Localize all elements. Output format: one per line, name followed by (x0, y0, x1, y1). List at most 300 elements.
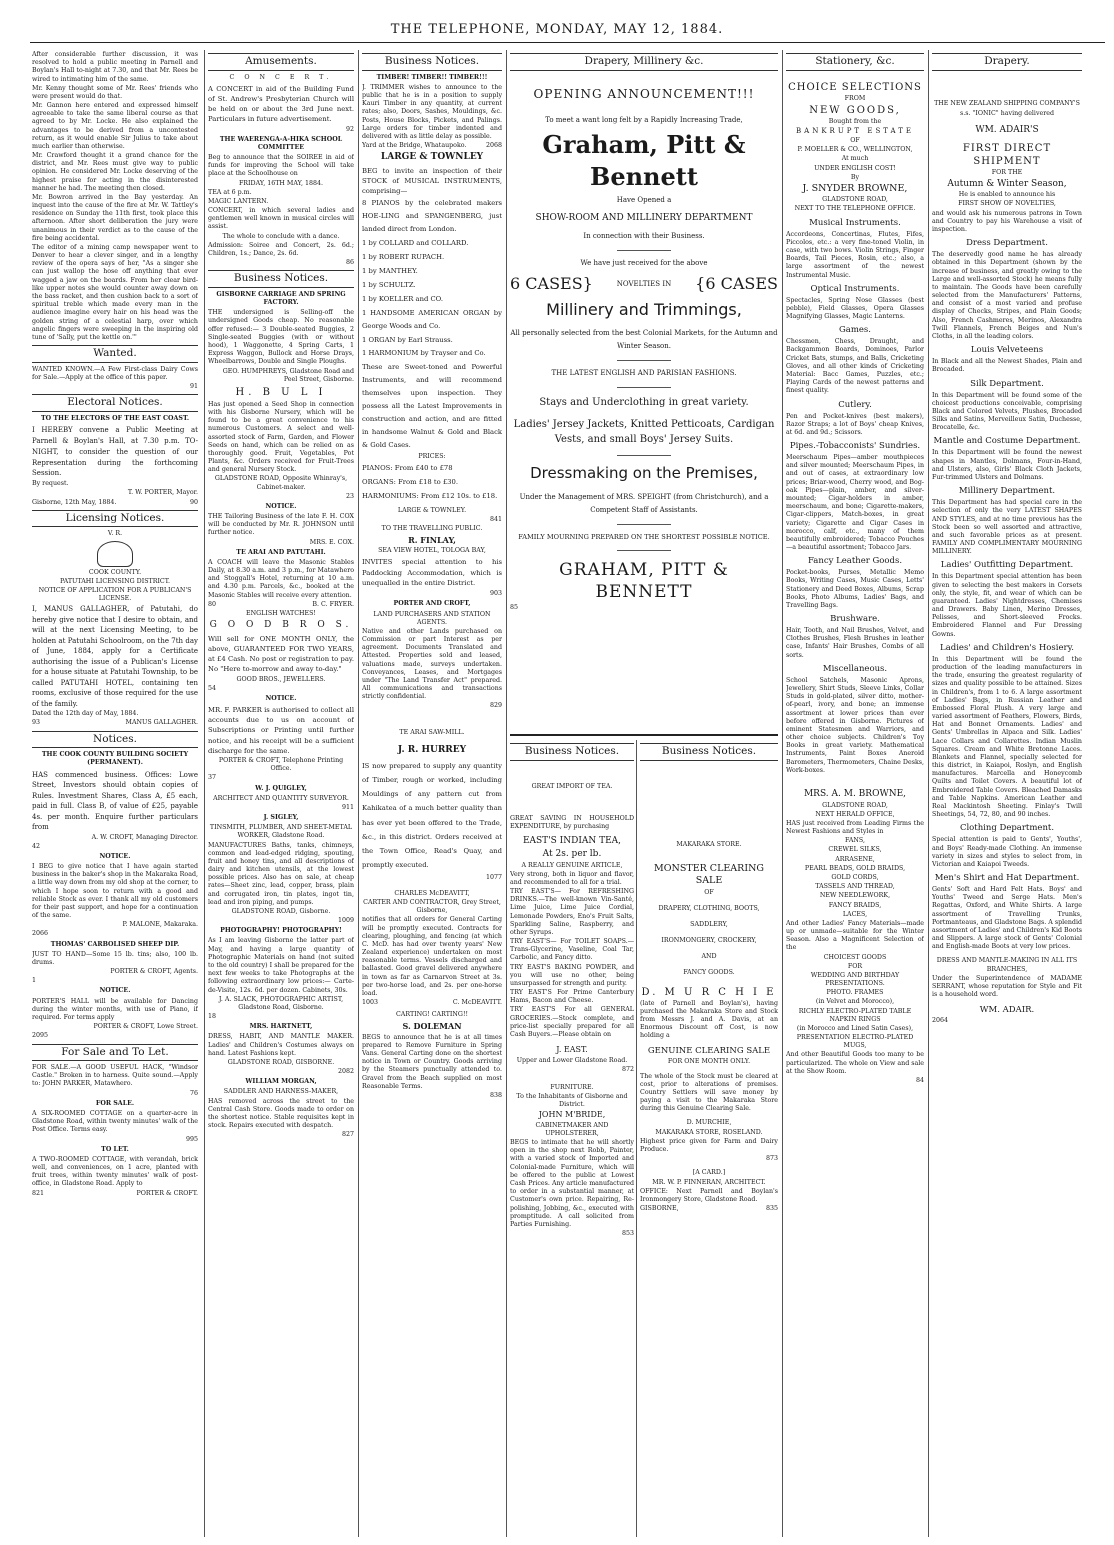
ad-text: By request. (32, 480, 69, 488)
list-item: GOLD CORDS, (831, 874, 879, 881)
ad-title: THE WAERENGA-A-HIKA SCHOOL COMMITTEE (219, 135, 343, 151)
ad-number: 872 (621, 1065, 634, 1073)
ad-title: GISBORNE CARRIAGE AND SPRING FACTORY. (216, 290, 346, 307)
ad-title: PHOTOGRAPHY! PHOTOGRAPHY! (220, 927, 342, 935)
section-heading-electoral: Electoral Notices. (32, 394, 198, 412)
ad-signature: MRS. E. COX. (309, 538, 354, 546)
ad-text: Beg to announce that the SOIREE in aid of funds for improving the School will take place at the Schoolhouse on (208, 154, 354, 178)
ad-title: SHOW-ROOM AND MILLINERY DEPARTMENT (535, 212, 753, 223)
ad-number: 829 (489, 702, 502, 710)
department-text: The deservedly good name he has already obtained in this Department (shown by the increase of business, and greatly owing to the Large and well-assorted Stock) he means fully to maintain. The Goods have been carefully selected from the Manufacturers' Patterns, and consist of a most varied and profuse display of Checks, Stripes, and Plain Goods; Also, French Cashmeres, Merinos, Alexandra Twill Flannels, French Beiges and Nun's Cloths, in all the leading colors. (932, 251, 1082, 340)
ad-title: NOTICE. (99, 987, 131, 995)
ad-text: PORTER'S HALL will be available for Dancing during the winter months, with use of Piano, if required. For terms apply (32, 997, 198, 1021)
list-item: 1 ORGAN by Earl Strauss. (362, 335, 453, 344)
ad-text: CONCERT, in which several ladies and gentlemen well known in musical circles will assist. (208, 207, 354, 231)
ad-number: 2064 (932, 1017, 949, 1025)
divider (617, 524, 671, 525)
ad-number: 90 (189, 498, 198, 506)
ad-title: GREAT IMPORT OF TEA. (531, 782, 613, 790)
divider (617, 250, 671, 251)
list-item: Mr. Crawford thought it a grand chance for the district, and Mr. Rees must give way to public opinion. He considered Mr. Locke deserving of the highest praise for acting in the disinterested manner he had. The meeting then closed. (32, 152, 198, 192)
ad-text: Stays and Underclothing in great variety. (539, 396, 749, 408)
ad-title: THE COOK COUNTY BUILDING SOCIETY (PERMANENT). (41, 751, 189, 767)
ad-text: THE LATEST ENGLISH AND PARISIAN FASHIONS. (551, 369, 737, 378)
list-item: 8 PIANOS by the celebrated makers HOE-LING and SPANGENBERG, just landed direct from London. (362, 199, 502, 234)
ad-text: A CONCERT in aid of the Building Fund of St. Andrew's Presbyterian Church will be held on or about the 3rd June next. Particulars in future advertisement. (208, 84, 354, 124)
department-heading: Games. (838, 325, 871, 336)
ad-text: He is enabled to announce his (958, 191, 1056, 199)
ad-text: Native and other Lands purchased on Commission or part Interest as per agreement. Documents Translated and Attested. Properties sold and leased, valuations made, surveys undertaken. Conveyances, Leases, and Mortgages under "The Land Transfer Act" prepared. All communications and transactions strictly confidential. (362, 627, 502, 701)
list-item: 1 by COLLARD and COLLARD. (362, 239, 469, 248)
ad-number: 873 (765, 1155, 778, 1163)
ad-title: OPENING ANNOUNCEMENT!!! (533, 86, 755, 101)
ad-title: TO THE TRAVELLING PUBLIC. (381, 524, 483, 532)
ad-number: 835 (765, 1205, 778, 1213)
royal-crest-icon (97, 541, 133, 567)
ad-signature: D. MURCHIE, (686, 1119, 732, 1127)
ad-subtitle: SADDLER AND HARNESS-MAKER, (223, 1088, 339, 1096)
section-heading-stationery: Stationery, &c. (786, 53, 924, 71)
ad-text: Upper and Lower Gladstone Road. (516, 1056, 628, 1064)
ad-title: Autumn & Winter Season, (947, 178, 1067, 189)
ad-title: MAKARAKA STORE. (676, 840, 742, 848)
ad-signature: GLADSTONE ROAD, Opposite Whinray's, Cabinet-maker. (214, 475, 348, 491)
ad-title: JOHN M'BRIDE, (538, 1110, 606, 1120)
department-heading: Louis Velveteens (970, 345, 1044, 356)
section-heading-wanted: Wanted. (32, 345, 198, 363)
ad-text: GREAT SAVING IN HOUSEHOLD EXPENDITURE, by purchasing (510, 814, 634, 830)
ad-text: OF (704, 888, 714, 896)
ad-text: OFFICE: Next Parnell and Boylan's Ironmongery Store, Gladstone Road. (640, 1187, 778, 1203)
ad-text: Under the Management of MRS. SPEIGHT (from Christchurch), and a Competent Staff of Assistants. (519, 493, 769, 514)
ad-text: FOR THE (991, 169, 1023, 177)
section-heading-business: Business Notices. (640, 743, 778, 761)
ad-signature: LARGE & TOWNLEY. (397, 506, 467, 514)
list-item: 1 by MANTHEY. (362, 266, 418, 275)
ad-text: THE undersigned is Selling-off the undersigned Goods cheap. No reasonable offer refused:— 3 Double-seated Buggies, 2 Single-seated Buggies (with or without hood), 1 Waggonette, 4 Spring Carts, 1 Express Waggon, Bullock and Horse Drays, Wheelbarrows, Double and Single Ploughs. (208, 309, 354, 366)
ad-text: MANUFACTURES Baths, tanks, chimneys, common and lead-edged ridging, spouting, fruit and honey tins, and all descriptions of dairy and kitchen utensils, at the lowest possible prices. Also has on sale, at cheap rates—Sheet zinc, lead, copper, brass, plain and corrugated iron, tin plates, ingot tin, lead and iron piping, and pumps. (208, 841, 354, 906)
ad-date: Gisborne, 12th May, 1884. (32, 498, 117, 506)
ad-number: 91 (189, 383, 198, 390)
ad-signature: J. A. SLACK, PHOTOGRAPHIC ARTIST, Gladstone Road, Gisborne. (218, 995, 344, 1011)
divider (617, 550, 671, 551)
firm-name: Graham, Pitt & Bennett (542, 130, 746, 191)
column-4-right (640, 740, 778, 1537)
ad-text: HAS commenced business. Offices: Lowe Street, Investors should obtain copies of Rules. Investment Shares, Class A, £5 each, paid in full. Class B, of value of £25, payable 4s. per month. Enquire further particulars from (32, 770, 198, 832)
column-rule (636, 740, 637, 1537)
list-item: ARRASENE, (835, 855, 875, 863)
ad-text: notifies that all orders for General Carting will be promptly executed. Contracts for clearing, ploughing, and fencing (at which C. McD. has had over twenty years' New Zealand experience) undertaken on most reasonable terms. Vessels discharged and ballasted. Good gravel delivered anywhere in town as far as Carnarvon Street at 3s. per two-horse load, and 2s. per one-horse load. (362, 916, 502, 997)
masthead-rule (30, 42, 1105, 43)
ad-title: WM. ADAIR'S (975, 124, 1039, 135)
ad-number: 911 (341, 803, 354, 811)
section-heading-amusements: Amusements. (208, 53, 354, 71)
ad-signature: T. W. PORTER, Mayor. (127, 489, 198, 497)
ad-signature: PORTER & CROFT, Lowe Street. (93, 1023, 198, 1031)
section-heading-for-sale: For Sale and To Let. (32, 1044, 198, 1062)
ad-text: A SIX-ROOMED COTTAGE on a quarter-acre in Gladstone Road, within twenty minutes' walk of the Post Office. Terms easy. (32, 1110, 198, 1134)
ad-title: EAST'S INDIAN TEA, (522, 836, 622, 847)
ad-number: 2095 (32, 1032, 49, 1040)
ad-text: UNDER ENGLISH COST! (814, 164, 896, 172)
ad-title: BANKRUPT ESTATE (796, 126, 914, 135)
list-item: ORGANS: From £18 to £30. (362, 477, 458, 486)
ad-number: 92 (345, 125, 354, 133)
department-text: Meerschaum Pipes—amber mouthpieces and silver mounted; Meerschaum Pipes, in and out of cases, at extraordinary low prices; Briar-wood, Cherry wood, and Bog-oak Pipes—plain, amber, and silver-mounted; Cigar-holders in amber, meerschaum, and bone; Cigarette-makers, Cigar-clippers, Match-boxes, in great variety; Cigarette and Cigar Cases in morocco, calf, etc., many of them beautifully embroidered; Tobacco Pouches—a beautiful assortment; Tobacco Jars. (786, 454, 924, 552)
list-item: Mr. Kenny thought some of Mr. Rees' friends who were present would do that. (32, 84, 198, 100)
news-items (32, 51, 198, 342)
column-rule (782, 50, 783, 1537)
ad-text: GLADSTONE ROAD, (822, 801, 888, 809)
column-rule (928, 50, 929, 1537)
ad-number: 2082 (337, 1068, 354, 1076)
divider (510, 734, 778, 736)
ad-text: In connection with their Business. (583, 232, 705, 241)
ad-text: Bought from the (828, 117, 882, 125)
department-text: In this Department will be found the newest shapes in Mantles, Dolmans, Four-in-Hand, and Ulsters, also, Girls' Black Cloth Jackets, Fur-trimmed Ulsters and Dolmans. (932, 449, 1082, 481)
instrument-list (362, 197, 502, 360)
ad-text: By (850, 173, 860, 181)
ad-text: I, MANUS GALLAGHER, of Patutahi, do hereby give notice that I desire to obtain, and will at the next Licensing Meeting, to be holden at Patutahi Schoolroom, on the 7th day of June, 1884, apply for a Certificate authorising the issue of a Publican's License for a house situate at Patutahi Township, to be called PATUTAHI HOTEL, containing ten rooms, exclusive of those required for the use of the family. (32, 605, 198, 708)
department-heading: Ladies' Outfitting Department. (940, 560, 1074, 571)
list-item: FANCY BRAIDS, (828, 901, 882, 909)
ad-number: 827 (341, 1131, 354, 1139)
ad-text: INVITES special attention to his Paddocking Accommodation, which is unequalled in the entire District. (362, 557, 502, 588)
column-6 (932, 50, 1082, 1537)
ad-signature: WM. ADAIR. (979, 1005, 1035, 1016)
ad-signature: GLADSTONE ROAD, GISBORNE. (227, 1058, 335, 1066)
ad-number: 2068 (485, 142, 502, 150)
column-3 (362, 50, 502, 1537)
ad-title: D. M U R C H I E (641, 986, 777, 998)
ad-text: Under the Superintendence of MADAME SERRANT, whose reputation for Style and Fit is a household word. (932, 974, 1082, 999)
department-heading: Dress Department. (966, 238, 1048, 249)
ad-text: P. MOELLER & CO., WELLINGTON, (797, 146, 913, 154)
ad-text: TEA at 6 p.m. (208, 188, 252, 196)
department-text: Accordeons, Concertinas, Flutes, Fifes, Piccolos, etc.: a very fine-toned Violin, in case, with two bows. Violin Strings, Finger Boards, Tail Pieces, Rosin, etc.; also, a large assortment of the newest Instrumental Music. (786, 230, 924, 279)
ad-title: C O N C E R T. (229, 73, 333, 81)
ad-title: G O O D B R O S. (209, 620, 353, 631)
department-heading: Silk Department. (970, 378, 1044, 389)
department-text: In this Department special attention has been given to selecting the best makers in Corsets only, the style, fit, and wear of which can be guaranteed. Ladies' Nightdresses, Chemises and Drawers. Baby Linen, Merino Dresses, Pelisses, and Short-sleeved Frocks. Embroidered Flannel and Fur Dressing Gowns. (932, 573, 1082, 638)
ad-text: (late of Parnell and Boylan's), having purchased the Makaraka Store and Stock from Messrs J. and A. Davis, at an Enormous Discount off Cost, is now holding a (640, 999, 778, 1040)
ad-text: BEGS to announce that he is at all times prepared to Remove Furniture in Spring Vans. General Carting done on the shortest notice in Town or Country. Goods arriving by the Steamers punctually attended to. Gravel from the Beach supplied on most Reasonable Terms. (362, 1033, 502, 1090)
list-item: 1 by SCHULTZ. (362, 280, 416, 289)
ad-title: COOK COUNTY. (88, 568, 142, 576)
ad-text: And other Beautiful Goods too many to be particularized. The whole on View and sale at the Show Room. (786, 1051, 924, 1075)
department-text: In this Department will be found the production of the leading manufacturers in the trade, ensuring the greatest regularity of sizes and quality possible to be attained. Sizes in Children's, from 1 to 6. A large assortment of Ladies' Bags, in Russian Leather and Embossed Floral Plush. A very large and varied assortment of Feathers, Flowers, Birds, Hat and Bonnet Ornaments. Ladies' and Gents' Umbrellas in Alpaca and Silk. Ladies' Lace Collars and Collarettes. Indian Muslin Squares. Cream and White Bretonne Laces. Blankets and Flannel, specially selected for this district, in Kaiapoi, Roslyn, and English manufactures. Marcella and Honeycomb Quilts and Toilet Covers. A beautiful lot of Embroidered Table Covers. Bleached Damasks and Table Napkins. American Leather and Real Mackintosh Sheeting. Finlay's Twill Sheetings, 54, 72, 80, and 90 inches. (932, 655, 1082, 819)
list-item: The editor of a mining camp newspaper went to Denver to hear a clever singer, and in a lengthy review of the opera says of her, "As a singer she can just wallop the hose off anything that ever wagged a jaw on the boards. From her clear bird-like upper notes she would counter away down on the bass racket, and then cushion back to a sort of spiritual treble which made every man in the audience imagine every hair on his head was the golden string of a celestial harp, over which angelic fingers were sweeping in the inspiring old tune of 'Sally, put the kettle on.'" (32, 243, 198, 341)
ad-text: Highest price given for Farm and Dairy Produce. (640, 1137, 778, 1153)
ad-text: We have just received for the above (580, 258, 708, 267)
ad-number: 1 (32, 977, 37, 985)
ad-signature: C. McDEAVITT. (452, 999, 502, 1007)
ad-text: The whole of the Stock must be cleared at cost, prior to alterations of premises. Country Settlers will save money by paying a visit to the Makaraka Store during this Genuine Clearing Sale. (640, 1072, 778, 1113)
section-heading-notices: Notices. (32, 731, 198, 749)
ad-text: NEXT HERALD OFFICE, (815, 810, 895, 818)
ad-number: 85 (510, 603, 519, 611)
department-heading: Mantle and Costume Department. (933, 436, 1081, 447)
ad-title: J. SNYDER BROWNE, (802, 182, 908, 194)
ad-title: FOR SALE. (95, 1099, 135, 1107)
list-item: IRONMONGERY, CROCKERY, (661, 937, 757, 945)
section-heading-licensing: Licensing Notices. (32, 510, 198, 528)
department-heading: Fancy Leather Goods. (807, 556, 903, 567)
column-4 (510, 50, 778, 1537)
ad-title: PORTER AND CROFT, (393, 600, 471, 608)
ad-text: THE NEW ZEALAND SHIPPING COMPANY'S s.s. "IONIC" having delivered (934, 99, 1080, 117)
ad-title: FIRST SHOW OF NOVELTIES, (958, 200, 1056, 208)
ad-title: J. SIGLEY, (263, 814, 299, 822)
ad-text: I HEREBY convene a Public Meeting at Parnell & Boylan's Hall, at 7.30 p.m. TO-NIGHT, to consider the question of our Representation during the forthcoming Session. (32, 425, 198, 478)
ad-text: As I am leaving Gisborne the latter part of May, and having a large quantity of Photographic Materials on hand (not suited to the old country) I shall be prepared for the next few weeks to take Photographs at the following extraordinary low prices:— Carte-de-Visite, 12s. 6d. per dozen. Cabinets, 30s. (208, 937, 354, 994)
ad-text: A TWO-ROOMED COTTAGE, with verandah, brick well, and conveniences, on 1 acre, planted with fruit trees, within twenty minutes' walk of post-office, in Gladstone Road. Apply to (32, 1155, 198, 1188)
department-text: Hair, Tooth, and Nail Brushes, Velvet, and Clothes Brushes, Flesh Brushes in leather case, Infants' Hair Brushes, Combs of all sorts. (786, 627, 924, 659)
list-item: HARMONIUMS: From £12 10s. to £18. (362, 491, 498, 500)
ad-title: Dressmaking on the Premises, (530, 463, 758, 482)
column-1 (32, 50, 198, 1537)
section-heading-business: Business Notices. (362, 53, 502, 71)
cases-label: 6 CASES} (510, 273, 593, 293)
department-heading: Ladies' and Children's Hosiery. (940, 642, 1074, 653)
ad-title: FURNITURE. (550, 1083, 594, 1091)
ad-title: THOMAS' CARBOLISED SHEEP DIP. (50, 940, 180, 948)
ad-signature: P. MALONE, Makaraka. (122, 921, 198, 929)
ad-title: MONSTER CLEARING SALE (654, 862, 764, 887)
stationery-sections (786, 218, 924, 775)
department-heading: Clothing Department. (959, 823, 1055, 834)
ad-number: 995 (185, 1135, 198, 1143)
list-item: PIANOS: From £40 to £78 (362, 463, 453, 472)
ad-text: ARCHITECT AND QUANTITY SURVEYOR. (213, 794, 349, 802)
ad-text: and would ask his numerous patrons in Town and Country to pay his Warehouse a visit of inspection. (932, 209, 1082, 233)
ad-number: 23 (345, 492, 354, 500)
department-text: Spectacles, Spring Nose Glasses (best pebble), Field Glasses, Opera Glasses Magnifying Glasses, Magic Lanterns. (786, 296, 924, 321)
ad-subtitle: SEA VIEW HOTEL, TOLOGA BAY, (378, 547, 486, 555)
ad-number: 1009 (337, 917, 354, 925)
ad-title: MRS. A. M. BROWNE, (803, 788, 907, 799)
ad-title: FIRST DIRECT SHIPMENT (962, 143, 1052, 168)
ad-subtitle: A REALLY GENUINE ARTICLE, (521, 861, 623, 869)
department-text: School Satchels, Masonic Aprons, Jewellery, Shirt Studs, Sleeve Links, Collar Studs in gold-plated, silver ditto, mother-of-pearl, ivory, and bone; an immense assortment at lower prices than ever before offered in Gisborne. Pictures of eminent Statesmen and Warriors, and other choice subjects. Children's Toy Books in great variety. Mathematical Instruments, Paint Boxes Aneroid Barometers, Thermometers, Chaine Desks, Work-boxes. (786, 676, 924, 774)
list-item: (in Morocco and Lined Satin Cases), (796, 1024, 914, 1032)
list-item: NEW NEEDLEWORK, (819, 892, 891, 900)
ad-text: FROM (844, 94, 866, 102)
list-item: CHOICEST GOODS (823, 953, 887, 961)
ad-signature: GEO. HUMPHREYS, Gladstone Road and Peel Street, Gisborne. (222, 367, 354, 383)
ad-title: H. B U L I (235, 386, 327, 398)
ad-signature: A. W. CROFT, Managing Director. (91, 833, 198, 841)
ad-number: 838 (489, 1091, 502, 1099)
ad-subtitle: PRICES: (418, 452, 446, 460)
ad-text: MAKARAKA STORE, ROSELAND. (655, 1128, 763, 1136)
list-item: CREWEL SILKS, (828, 846, 882, 854)
ad-text: These are Sweet-toned and Powerful Instruments, and will recommend themselves upon inspection. They possess all the Latest Improvements in construction and action, and are fitted in handsome Walnut & Gold and Black & Gold Cases. (362, 363, 502, 449)
ad-signature: PORTER & CROFT, Telephone Printing Office. (218, 757, 344, 773)
section-heading-business: Business Notices. (510, 743, 634, 761)
ad-text: Has just opened a Seed Shop in connection with his Gisborne Nursery, which will be found to be a great convenience to his numerous Customers. A select and well-assorted stock of Farm, Garden, and Flower Seeds on hand, which can be relied on as thoroughly good. Fruit, Vegetables, Pot Plants, &c. Orders received for Fruit-Trees and general Nursery Stock. (208, 400, 354, 474)
ad-title: NOTICE. (265, 502, 297, 510)
ad-title: CHOICE SELECTIONS (788, 81, 922, 93)
royal-cipher: V. R. (107, 530, 123, 538)
list-item: After considerable further discussion, it was resolved to hold a public meeting in Parnell and Boylan's Hall to-night at 7.30, and that Mr. Rees be wired to intimating him of the same. (32, 51, 198, 83)
department-text: Pen and Pocket-knives (best makers), Razor Straps; a lot of Boys' cheap Knives, at 6d. and 9d.; Scissors. (786, 412, 924, 436)
ad-text: At much (841, 155, 869, 163)
ad-subtitle: CABINETMAKER AND UPHOLSTERER, (535, 1121, 609, 1137)
ad-text: FOR SALE.—A GOOD USEFUL HACK, "Windsor Castle." Broken in to harness. Quite sound.—Apply to: JOHN PARKER, Matawhero. (32, 1064, 198, 1088)
ad-text: NOVELTIES IN (616, 279, 672, 288)
section-heading-drapery: Drapery. (932, 53, 1082, 71)
ad-title: TO THE ELECTORS OF THE EAST COAST. (40, 414, 190, 422)
ad-signature: Yard at the Bridge, Whataupoko. (362, 142, 467, 150)
ad-text: OF (850, 137, 860, 145)
list-item: Mr. Bowron arrived in the Bay yesterday. An inquest into the cause of the fire at Mr. W. Tattley's residence on Sunday the 11th first, took place this afternoon. After short deliberation the jury were unanimous in their verdict as to the cause of the fire being accidental. (32, 193, 198, 242)
ad-number: 841 (489, 515, 502, 523)
list-item: 1 HANDSOME AMERICAN ORGAN by George Woods and Co. (362, 308, 502, 330)
firm-name: GRAHAM, PITT & BENNETT (559, 559, 729, 602)
list-item: AND (701, 953, 717, 961)
ad-number: 903 (489, 590, 502, 598)
ad-text: Will sell for ONE MONTH ONLY, the above, GUARANTEED FOR TWO YEARS, at £4 Cash. No post or registration to pay. No "Here to-morrow and away to-day." (208, 634, 354, 674)
department-text: Pocket-books, Purses, Metallic Memo Books, Writing Cases, Music Cases, Letts' Stationery and Deed Boxes, Albums, Scrap Books, Photo Albums, Ladies' Bags, and Travelling Bags. (786, 569, 924, 609)
section-heading-drapery: Drapery, Millinery &c. (510, 53, 778, 71)
list-item: LACES, (842, 910, 868, 918)
ad-title: TE ARAI AND PATUTAHI. (236, 548, 326, 556)
list-item: FOR (847, 962, 863, 970)
ad-title: NOTICE. (265, 694, 297, 702)
ad-signature: GOOD BROS., JEWELLERS. (236, 675, 326, 683)
ad-text: A COACH will leave the Masonic Stables Daily, at 8.30 a.m. and 3 p.m., for Matawhero and Stoggall's Hotel, returning at 10 a.m. and 4.30 p.m. Parcels, &c., booked at the Masonic Stables will receive every attention. (208, 558, 354, 599)
column-2 (208, 50, 354, 1537)
fancy-goods-list (786, 837, 924, 919)
ad-title: R. FINLAY, (408, 535, 456, 546)
ad-title: GENUINE CLEARING SALE (647, 1046, 771, 1057)
department-text: In Black and all the Newest Shades, Plain and Brocaded. (932, 358, 1082, 374)
ad-text: BEG to invite an inspection of their STOCK of MUSICAL INSTRUMENTS, comprising— (362, 166, 502, 196)
ad-title: NOTICE. (99, 852, 131, 860)
divider (617, 387, 671, 388)
list-item: 1 by KOELLER and CO. (362, 294, 444, 303)
ad-title: TE ARAI SAW-MILL. (399, 728, 465, 736)
ad-number: 821 (32, 1189, 45, 1197)
list-item: SADDLERY, (690, 920, 728, 928)
column-rule (204, 50, 205, 1537)
ad-number: 853 (621, 1230, 634, 1238)
ad-title: S. DOLEMAN (402, 1021, 462, 1032)
ad-title: DRESS AND MANTLE-MAKING IN ALL ITS BRANCHES, (936, 957, 1078, 973)
department-heading: Musical Instruments. (809, 217, 901, 228)
list-item: RICHLY ELECTRO-PLATED TABLE NAPKIN RINGS (798, 1007, 912, 1023)
list-item: PRESENTATION ELECTRO-PLATED MUGS, (796, 1034, 914, 1050)
list-item: FANS, (845, 837, 865, 845)
ad-number: 42 (32, 842, 41, 850)
ad-signature: MANUS GALLAGHER. (125, 719, 198, 727)
ad-date: Dated the 12th day of May, 1884. (32, 710, 139, 718)
ad-text: HAS just received from Leading Firms the Newest Fashions and Styles in (786, 819, 924, 836)
masthead: THE TELEPHONE, MONDAY, MAY 12, 1884. (390, 22, 724, 37)
department-text: Chessmen, Chess, Draught, and Backgammon Boards, Dominoes, Parlor Cricket Bats, stumps, and Balls, Cricketing Gloves, and all other kinds of Cricketing Material: Bacc Games, Puzzles, etc.; Playing Cards of the newest patterns and finest quality. (786, 338, 924, 395)
ad-title: W. J. QUIGLEY, (255, 784, 307, 792)
ad-text: MR. F. PARKER is authorised to collect all accounts due to us on account of Subscriptions or Printing until further notice, and his receipt will be a sufficient discharge for the same. (208, 706, 354, 755)
ad-number: 18 (208, 1013, 217, 1021)
department-text: Gents' Soft and Hard Felt Hats. Boys' and Youths' Tweed and Serge Hats. Men's Regattas, Oxford, and White Shirts. A large assortment of Travelling Trunks, Portmanteaus, and Gladstone Bags. A splendid assortment of Ladies' and Children's Kid Boots and Slippers. A large stock of Gents' Colonial and English-made Boots at very low prices. (932, 886, 1082, 951)
department-heading: Miscellaneous. (822, 663, 888, 674)
ad-title: TIMBER! TIMBER!! TIMBER!!! (376, 73, 488, 81)
ad-number: 93 (32, 719, 41, 727)
ad-text: Admission: Soiree and Concert, 2s. 6d.; Children, 1s.; Dance, 2s. 6d. (208, 241, 354, 257)
list-item: TRY EAST'S BAKING POWDER, and you will use no other, being unsurpassed for strength and purity. (510, 963, 634, 987)
ad-subtitle: LAND PURCHASERS AND STATION AGENTS. (373, 610, 491, 626)
ad-text: FAMILY MOURNING PREPARED ON THE SHORTEST POSSIBLE NOTICE. (518, 533, 770, 542)
ad-title: MRS. HARTNETT, (249, 1023, 313, 1031)
department-heading: Men's Shirt and Hat Department. (934, 873, 1080, 884)
list-item: 1 by ROBERT RUPACH. (362, 253, 445, 262)
list-item: TRY EAST'S— For REFRESHING DRINKS.—The well-known Vin-Santé, Lime Juice, Lime Juice Cordial, Lemonade Powders, Eno's Fruit Salts, Sparkling Saline, Raspberry, and other Syrups. (510, 888, 634, 936)
department-text: In this Department will be found some of the choicest productions conceivable, comprising Black and Colored Velvets, Plushes, Brocaded Silks and Satins, Merveilleux Satin, Duchesse, Brocatelle, &c. (932, 391, 1082, 432)
clearing-list (640, 905, 778, 978)
ad-date: FRIDAY, 16TH MAY, 1884. (238, 179, 324, 187)
ad-text: And other Ladies' Fancy Materials—made up or unmade—suitable for the Winter Season. Also a Magnificent Selection of the (786, 919, 924, 952)
column-5 (786, 50, 924, 1537)
ad-title: CARTING! CARTING!! (395, 1011, 469, 1019)
list-item: PEARL BEADS, GOLD BRAIDS, (804, 864, 906, 872)
column-rule (506, 50, 507, 1537)
ad-text: I BEG to give notice that I have again started business in the baker's shop in the Makaraka Road, a little way down from my old shop at the corner, to which I hope soon to return with a good and reliable Stock as ever. I thank all my old customers for their past support, and hope for a continuation of the same. (32, 863, 198, 920)
department-heading: Brushware. (830, 614, 880, 625)
ad-text: NEXT TO THE TELEPHONE OFFICE. (794, 205, 916, 213)
divider (617, 360, 671, 361)
section-heading-business: Business Notices. (208, 270, 354, 288)
try-east-list (510, 888, 634, 1039)
department-heading: Millinery Department. (958, 486, 1056, 497)
presentation-list (786, 954, 924, 1051)
divider (617, 455, 671, 456)
list-item: TASSELS AND THREAD, (815, 883, 895, 891)
ad-number: 1077 (485, 873, 502, 881)
ad-title: ENGLISH WATCHES! (246, 609, 316, 617)
ad-text: MAGIC LANTERN. (208, 197, 269, 205)
ad-text: JUST TO HAND—Some 15 lb. tins; also, 100 lb. drums. (32, 950, 198, 966)
column-4-left (510, 740, 634, 1537)
list-item: TRY EAST'S— For TOILET SOAPS.—Trans-Glycerine, Vaseline, Coal Tar, Carbolic, and Fancy ditto. (510, 938, 634, 962)
list-item: (in Velvet and Morocco), (815, 998, 895, 1006)
cases-label: {6 CASES (695, 273, 778, 293)
list-item: PHOTO. FRAMES (826, 989, 884, 997)
ad-number: 80 (208, 600, 217, 608)
ad-signature: B. C. FRYER. (312, 600, 354, 608)
ad-subtitle: CARTER AND CONTRACTOR, Grey Street, Gisborne, (363, 898, 501, 915)
list-item: 1 HARMONIUM by Trayser and Co. (362, 349, 486, 358)
ad-subtitle: TINSMITH, PLUMBER, AND SHEET-METAL WORKER, Gladstone Road. (209, 824, 353, 840)
ad-text: All personally selected from the best Colonial Markets, for the Autumn and Winter Season. (510, 329, 778, 350)
ad-text: BEGS to intimate that he will shortly open in the shop next Robb, Painter, with a varied stock of Imported and Colonial-made Furniture, which will be offered to the public at Lowest Cash Prices. Any article manufactured to order in a substantial manner, at Customer's own price. Repairing, Re-polishing, Jobbing, &c., executed with promptitude. A call solicited from Parties Furnishing. (510, 1139, 634, 1228)
list-item: TRY EAST'S For all GENERAL GROCERIES.—Stock complete, and price-list specially prepared for all Cash Buyers.—Please obtain on (510, 1006, 634, 1038)
list-item: DRAPERY, CLOTHING, BOOTS, (658, 904, 760, 912)
ad-text: Ladies' Jersey Jackets, Knitted Petticoats, Cardigan Vests, and small Boys' Jersey Suits. (513, 418, 775, 445)
list-item: Mr. Gannon here entered and expressed himself agreeable to take the same liberal course as that agreed to by Mr. Locke. He also explained the advantages to be derived from a uncontested return, as it would enable Sir Julius to take about much earlier than otherwise. (32, 102, 198, 150)
department-text: Special attention is paid to Gents', Youths', and Boys' Ready-made Clothing. An immense variety in sizes and styles to select from, in Victorian and Kaiapoi Tweeds. (932, 836, 1082, 868)
ad-text: GISBORNE, (640, 1205, 679, 1213)
list-item: TRY EAST'S For Prime Canterbury Hams, Bacon and Cheese. (510, 989, 634, 1005)
department-heading: Cutlery. (838, 399, 872, 410)
ad-text: IS now prepared to supply any quantity of Timber, rough or worked, including Mouldings of any pattern cut from Kahikatea of a much better quality than has ever yet been offered to the Trade, &c., in this district. Orders received at the Town Office, Read's Quay, and promptly executed. (362, 761, 502, 870)
ad-number: 84 (915, 1076, 924, 1084)
ad-signature: J. EAST. (556, 1045, 588, 1055)
ad-number: 86 (345, 259, 354, 267)
ad-text: To the Inhabitants of Gisborne and District. (516, 1093, 628, 1109)
ad-text: DRESS, HABIT, AND MANTLE MAKER. Ladies' and Children's Costumes always on hand. Latest Fashions kept. (208, 1033, 354, 1057)
price-list (362, 462, 502, 503)
